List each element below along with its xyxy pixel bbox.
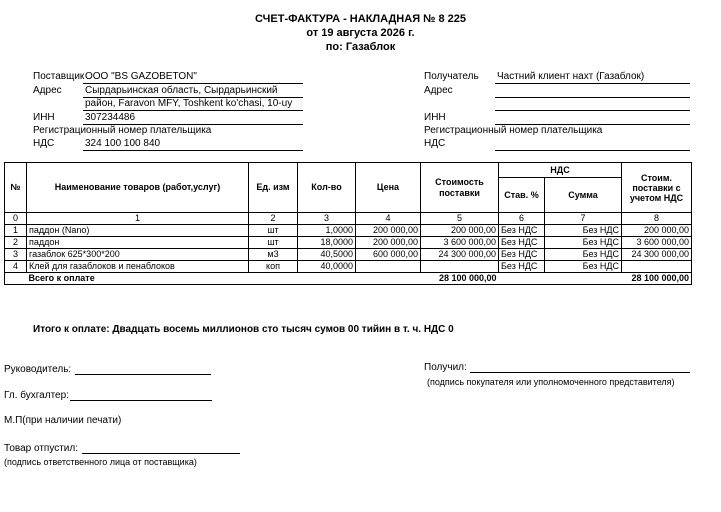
row-vat-sum: Без НДС: [545, 249, 622, 261]
row-number: 1: [5, 225, 27, 237]
header-qty: Кол-во: [298, 163, 356, 213]
supplier-nds-line: [83, 150, 303, 151]
header-total: Стоим. поставки с учетом НДС: [622, 163, 692, 213]
document-basis: по: Газаблок: [325, 41, 396, 53]
row-total: 24 300 000,00: [622, 249, 692, 261]
table-row: [5, 225, 692, 237]
row-unit: коп: [249, 261, 298, 273]
header-vat-sum: Сумма: [545, 178, 622, 213]
header-price: Цена: [356, 163, 421, 213]
released-note: (подпись ответственного лица от поставщика): [4, 457, 197, 467]
row-cost: 3 600 000,00: [421, 237, 499, 249]
row-price: 600 000,00: [356, 249, 421, 261]
received-signature-line: [470, 372, 690, 373]
column-number: 3: [298, 213, 356, 225]
row-vat-sum: Без НДС: [545, 237, 622, 249]
released-signature-line: [82, 453, 240, 454]
buyer-inn-label: ИНН: [424, 112, 446, 123]
row-name: паддон (Nano): [27, 225, 249, 237]
column-number: 5: [421, 213, 499, 225]
row-total: 3 600 000,00: [622, 237, 692, 249]
row-unit: шт: [249, 225, 298, 237]
header-vat-rate: Став. %: [499, 178, 545, 213]
director-signature-line: [75, 374, 211, 375]
released-label: Товар отпустил:: [4, 443, 78, 454]
header-cost: Стоимость поставки: [421, 163, 499, 213]
row-qty: 40,5000: [298, 249, 356, 261]
row-qty: 40,0000: [298, 261, 356, 273]
table-row: [5, 261, 692, 273]
received-note: (подпись покупателя или уполномоченного представителя): [427, 377, 675, 387]
row-vat-rate: Без НДС: [499, 237, 545, 249]
row-unit: шт: [249, 237, 298, 249]
row-name: газаблок 625*300*200: [27, 249, 249, 261]
stamp-label: М.П(при наличии печати): [4, 415, 122, 426]
table-row: [5, 237, 692, 249]
supplier-name: ООО "BS GAZOBETON": [85, 71, 197, 82]
document-date: от 19 августа 2026 г.: [306, 27, 415, 39]
row-cost: 24 300 000,00: [421, 249, 499, 261]
row-number: 3: [5, 249, 27, 261]
supplier-nds: 324 100 100 840: [85, 138, 161, 149]
buyer-address-label: Адрес: [424, 85, 453, 96]
supplier-address-line1: Сырдарьинская область, Сырдарьинский: [85, 85, 278, 96]
invoice-table: [4, 162, 692, 285]
buyer-name-line: [495, 83, 690, 84]
accountant-label: Гл. бухгалтер:: [4, 390, 69, 401]
buyer-nds-line: [495, 150, 690, 151]
table-row: [5, 249, 692, 261]
row-price: [356, 261, 421, 273]
row-number: 2: [5, 237, 27, 249]
row-cost: 200 000,00: [421, 225, 499, 237]
supplier-reg-label: Регистрационный номер плательщика: [33, 125, 212, 136]
row-qty: 18,0000: [298, 237, 356, 249]
row-total: 200 000,00: [622, 225, 692, 237]
header-num: №: [5, 163, 27, 213]
supplier-label: Поставщик: [33, 71, 85, 82]
total-cost: 28 100 000,00: [421, 273, 499, 285]
header-unit: Ед. изм: [249, 163, 298, 213]
amount-in-words: Итого к оплате: Двадцать восемь миллионов сто тысяч сумов 00 тийин в т. ч. НДС 0: [33, 324, 454, 335]
header-vat: НДС: [499, 163, 622, 178]
row-vat-rate: Без НДС: [499, 225, 545, 237]
total-with-vat: 28 100 000,00: [622, 273, 692, 285]
supplier-inn-label: ИНН: [33, 112, 55, 123]
supplier-inn: 307234486: [85, 112, 136, 123]
row-vat-sum: Без НДС: [545, 261, 622, 273]
buyer-label: Получатель: [424, 71, 479, 82]
document-title: СЧЕТ-ФАКТУРА - НАКЛАДНАЯ № 8 225: [254, 13, 467, 25]
buyer-nds-label: НДС: [424, 138, 446, 149]
row-vat-rate: Без НДС: [499, 261, 545, 273]
supplier-nds-label: НДС: [33, 138, 55, 149]
row-number: 4: [5, 261, 27, 273]
received-label: Получил:: [424, 362, 467, 373]
buyer-name: Частний клиент нахт (Газаблок): [497, 71, 645, 82]
supplier-address-label: Адрес: [33, 85, 62, 96]
row-vat-rate: Без НДС: [499, 249, 545, 261]
column-number: 4: [356, 213, 421, 225]
row-price: 200 000,00: [356, 225, 421, 237]
column-number: 2: [249, 213, 298, 225]
header-name: Наименование товаров (работ,услуг): [27, 163, 249, 213]
column-number: 0: [5, 213, 27, 225]
row-cost: [421, 261, 499, 273]
row-qty: 1,0000: [298, 225, 356, 237]
director-label: Руководитель:: [4, 364, 72, 375]
column-number: 1: [27, 213, 249, 225]
buyer-reg-label: Регистрационный номер плательщика: [424, 125, 603, 136]
row-total: [622, 261, 692, 273]
supplier-address-line2: район, Faravon MFY, Toshkent ko'chasi, 10-uy: [85, 98, 293, 109]
buyer-address-line1: [495, 97, 690, 98]
row-unit: м3: [249, 249, 298, 261]
accountant-signature-line: [70, 400, 212, 401]
row-price: 200 000,00: [356, 237, 421, 249]
buyer-address-line2: [495, 110, 690, 111]
column-number: 7: [545, 213, 622, 225]
column-number: 6: [499, 213, 545, 225]
row-name: паддон: [27, 237, 249, 249]
total-label: Всего к оплате: [27, 273, 421, 285]
supplier-name-line: [83, 83, 303, 84]
column-number-row: [5, 213, 692, 225]
total-row: [5, 273, 692, 285]
supplier-address-line2-rule: [83, 110, 303, 111]
column-number: 8: [622, 213, 692, 225]
row-vat-sum: Без НДС: [545, 225, 622, 237]
row-name: Клей для газаблоков и пенаблоков: [27, 261, 249, 273]
